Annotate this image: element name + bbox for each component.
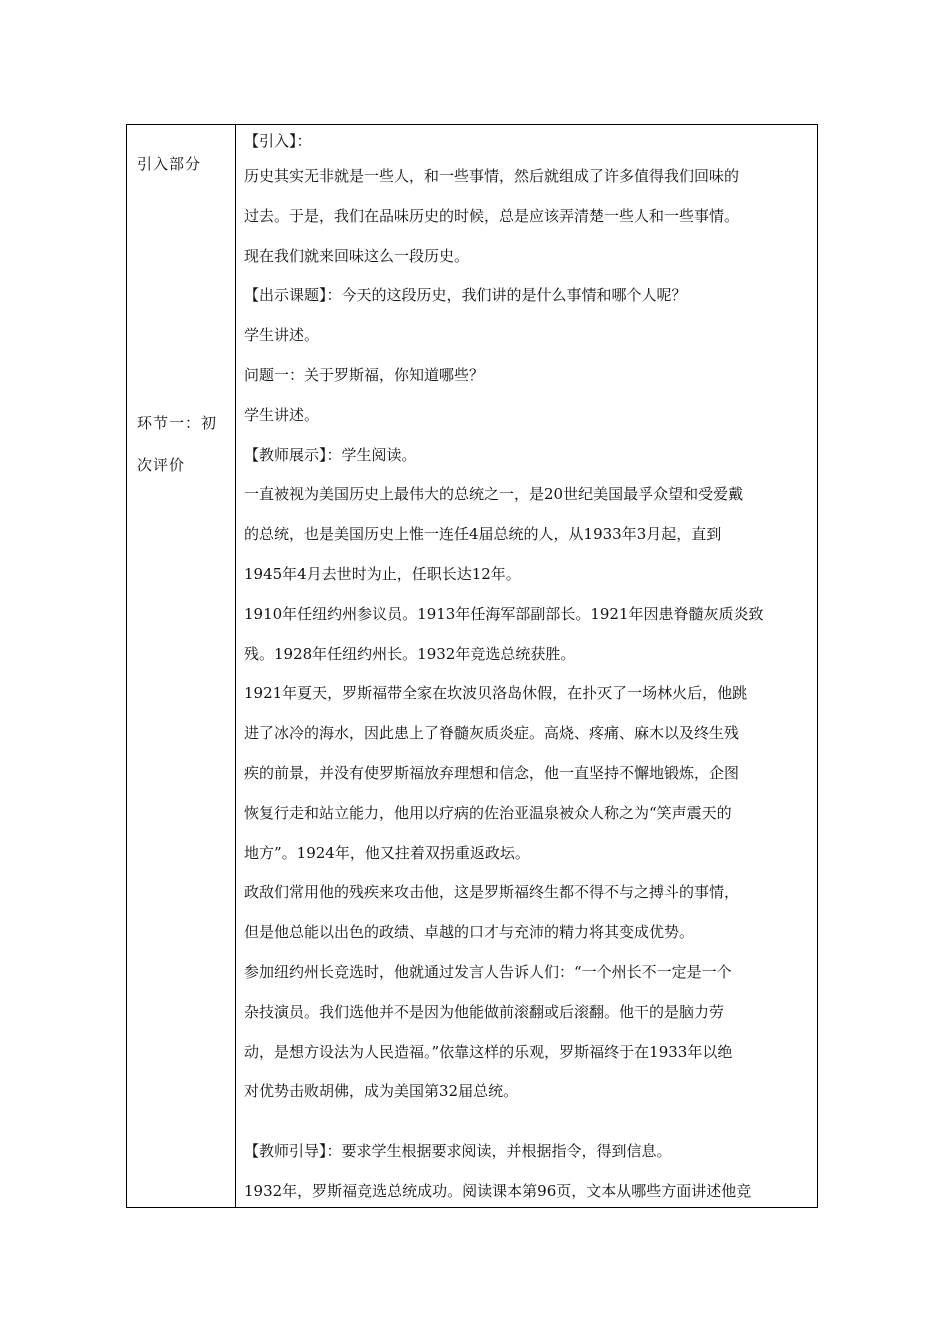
content-line: 1921年夏天，罗斯福带全家在坎波贝洛岛休假，在扑灭了一场林火后，他跳	[244, 684, 748, 703]
content-line: 【引入】：	[244, 132, 312, 150]
content-spacer	[244, 1112, 806, 1132]
content-line: 学生讲述。	[244, 326, 320, 345]
lesson-content	[244, 125, 806, 1212]
content-line: 【教师引导】：要求学生根据要求阅读，并根据指令，得到信息。	[244, 1142, 672, 1161]
intro-section-label: 引入部分	[137, 155, 202, 173]
content-line: 【出示课题】：今天的这段历史，我们讲的是什么事情和哪个人呢？	[244, 286, 687, 305]
content-line: 的总统，也是美国历史上惟一连任4届总统的人，从1933年3月起，直到	[244, 525, 722, 544]
content-line: 1932年，罗斯福竞选总统成功。阅读课本第96页，文本从哪些方面讲述他竞	[244, 1181, 752, 1200]
content-line: 残。1928年任纽约州长。1932年竞选总统获胜。	[244, 644, 576, 663]
content-line: 1910年任纽约州参议员。1913年任海军部副部长。1921年因患脊髓灰质炎致	[244, 604, 764, 623]
content-line: 恢复行走和站立能力，他用以疗病的佐治亚温泉被众人称之为“笑声震天的	[244, 803, 732, 822]
content-line: 一直被视为美国历史上最伟大的总统之一，是20世纪美国最孚众望和受爱戴	[244, 485, 744, 504]
content-line: 动，是想方设法为人民造福。”依靠这样的乐观，罗斯福终于在1933年以绝	[244, 1042, 733, 1061]
content-line: 杂技演员。我们选他并不是因为他能做前滚翻或后滚翻。他干的是脑力劳	[244, 1002, 725, 1021]
content-line: 政敌们常用他的残疾来攻击他，这是罗斯福终生都不得不与之搏斗的事情，	[244, 883, 740, 902]
section1-label-line1: 环节一：初	[137, 414, 218, 432]
content-line: 1945年4月去世时为止，任职长达12年。	[244, 564, 521, 583]
content-line: 【教师展示】：学生阅读。	[244, 445, 417, 464]
content-line: 对优势击败胡佛，成为美国第32届总统。	[244, 1082, 519, 1101]
content-line: 过去。于是，我们在品味历史的时候，总是应该弄清楚一些人和一些事情。	[244, 206, 740, 225]
content-line: 问题一：关于罗斯福，你知道哪些？	[244, 365, 485, 384]
lesson-table	[126, 124, 818, 1208]
content-line: 疾的前景，并没有使罗斯福放弃理想和信念，他一直坚持不懈地锻炼，企图	[244, 763, 740, 782]
content-line: 但是他总能以出色的政绩、卓越的口才与充沛的精力将其变成优势。	[244, 923, 695, 942]
content-line: 历史其实无非就是一些人，和一些事情，然后就组成了许多值得我们回味的	[244, 167, 740, 185]
content-line: 学生讲述。	[244, 405, 320, 424]
content-line: 进了冰冷的海水，因此患上了脊髓灰质炎症。高烧、疼痛、麻木以及终生残	[244, 724, 740, 743]
content-line: 地方”。1924年，他又拄着双拐重返政坛。	[244, 843, 530, 862]
content-line: 参加纽约州长竞选时，他就通过发言人告诉人们：“一个州长不一定是一个	[244, 962, 732, 981]
content-line: 现在我们就来回味这么一段历史。	[244, 246, 470, 265]
section1-label-line2: 次评价	[137, 456, 186, 474]
column-divider	[235, 125, 236, 1207]
